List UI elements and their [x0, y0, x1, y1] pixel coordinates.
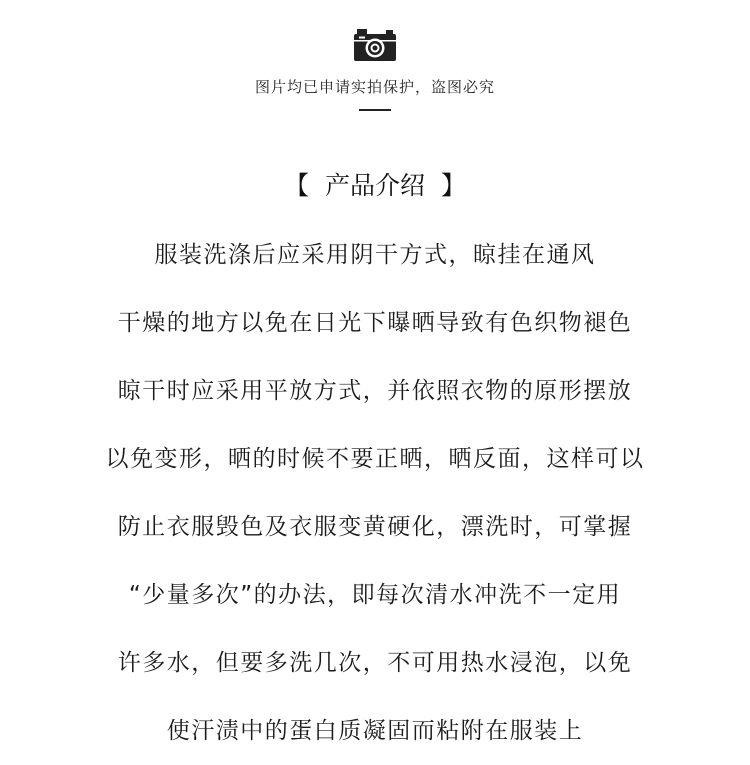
description-line: 许多水，但要多洗几次，不可用热水浸泡，以免	[117, 650, 633, 676]
section-title: 【 产品介绍 】	[284, 171, 466, 200]
description-line: 防止衣服毁色及衣服变黄硬化，漂洗时，可掌握	[117, 514, 633, 540]
description-line: 使汗渍中的蛋白质凝固而粘附在服装上	[166, 718, 584, 744]
camera-icon-wrap	[0, 28, 750, 68]
description-line: 服装洗涤后应采用阴干方式，晾挂在通风	[154, 242, 596, 268]
description-line: “少量多次”的办法，即每次清水冲洗不一定用	[128, 582, 622, 608]
divider	[359, 109, 391, 111]
copyright-notice: 图片均已申请实拍保护，盗图必究	[254, 78, 495, 96]
description-line: 以免变形，晒的时候不要正晒，晒反面，这样可以	[105, 446, 645, 472]
description-line: 干燥的地方以免在日光下曝晒导致有色织物褪色	[117, 310, 633, 336]
description-line: 晾干时应采用平放方式，并依照衣物的原形摆放	[117, 378, 633, 404]
camera-icon	[353, 28, 397, 62]
